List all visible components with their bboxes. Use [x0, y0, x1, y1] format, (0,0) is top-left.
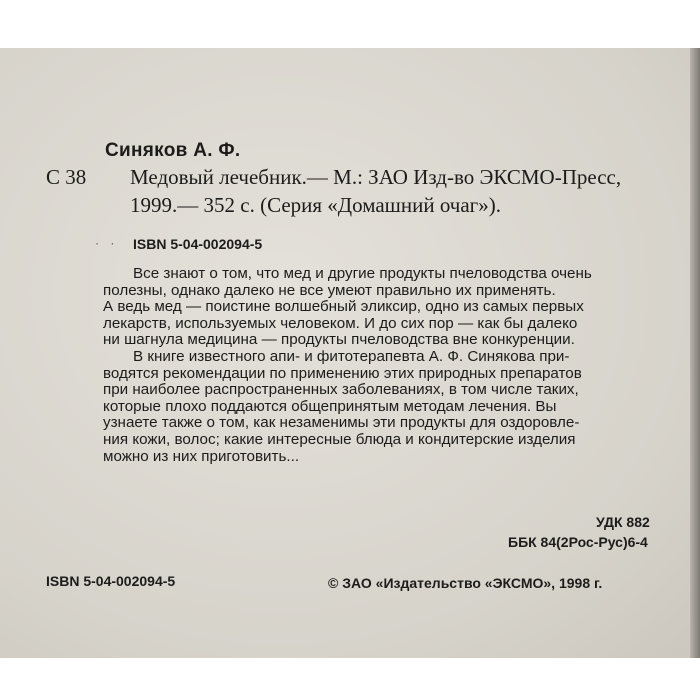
bibliographic-description-line-2: 1999.— 352 с. (Серия «Домашний очаг»). — [130, 193, 502, 217]
abstract-line: ния кожи, волос; какие интересные блюда и кондитерские изделия — [103, 430, 576, 448]
abstract-line: В книге известного апи- и фитотерапевта А. Ф. Синякова при- — [133, 347, 570, 365]
copyright-notice: © ЗАО «Издательство «ЭКСМО», 1998 г. — [328, 575, 603, 591]
abstract-line: можно из них приготовить... — [103, 447, 300, 465]
abstract-line: узнаете также о том, как незаменимы эти продукты для оздоровле- — [103, 414, 580, 432]
abstract-line: ни шагнула медицина — продукты пчеловодства вне конкуренции. — [103, 331, 575, 349]
author-name: Синяков А. Ф. — [105, 140, 241, 161]
abstract-line: полезны, однако далеко не все умеют правильно их применять. — [103, 281, 556, 299]
isbn-bottom: ISBN 5-04-002094-5 — [46, 573, 176, 589]
isbn-top: ISBN 5-04-002094-5 — [133, 236, 263, 252]
page-edge-shadow — [690, 48, 700, 658]
bbk-code: ББК 84(2Рос-Рус)6-4 — [508, 534, 648, 550]
abstract-line: водятся рекомендации по применению этих природных препаратов — [103, 364, 582, 382]
abstract-paragraph — [103, 266, 688, 465]
decorative-dots: · · — [95, 236, 119, 250]
abstract-line: лекарств, используемых человеком. И до сих пор — как бы далеко — [103, 314, 578, 332]
abstract-line: Все знают о том, что мед и другие продукты пчеловодства очень — [133, 265, 592, 282]
abstract-line: которые плохо поддаются общепринятым методам лечения. Вы — [103, 397, 557, 415]
bibliographic-description-line-1: Медовый лечебник.— М.: ЗАО Изд-во ЭКСМО-Пресс, — [130, 165, 622, 189]
udk-code: УДК 882 — [596, 514, 650, 530]
book-page — [0, 48, 700, 658]
abstract-line: при наиболее распространенных заболеваниях, в том числе таких, — [103, 381, 579, 399]
abstract-line: А ведь мед — поистине волшебный эликсир, одно из самых первых — [103, 298, 584, 316]
catalog-code: С 38 — [46, 165, 87, 189]
